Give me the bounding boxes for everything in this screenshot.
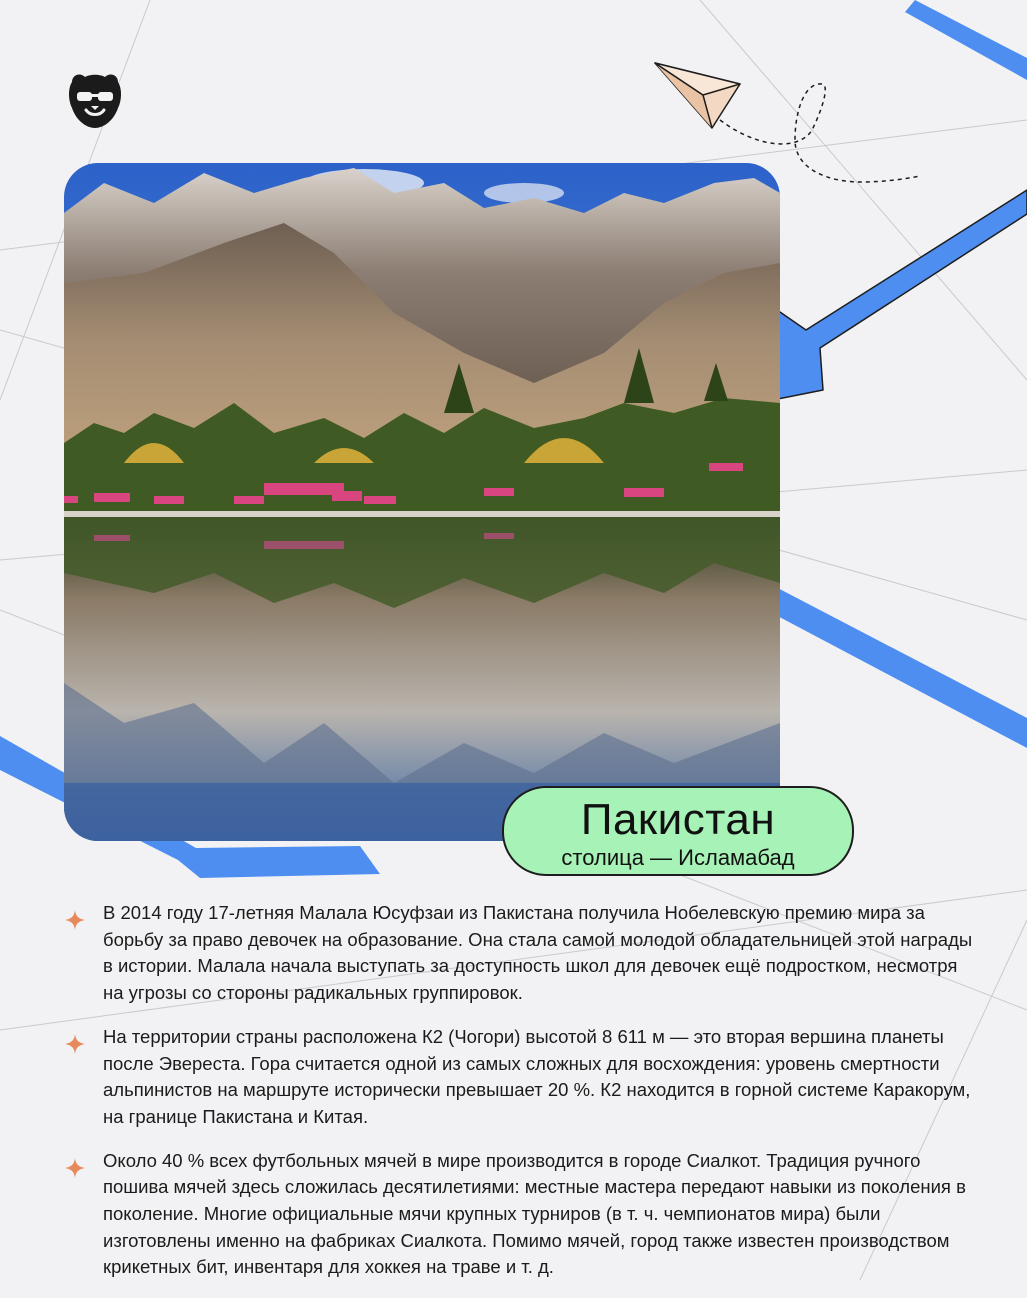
ribbon-top-right (905, 0, 1027, 80)
fact-text: На территории страны расположена К2 (Чогори) высотой 8 611 м — это вторая вершина планеты после Эвереста. Гора считается одной из самых сложных для восхождения: уровень смертности альпинистов на маршруте исторически превышает 20 %. К2 находится в горной системе Каракорум, на границе Пакистана и Китая. (103, 1025, 971, 1127)
fact-item (64, 1024, 974, 1131)
country-name: Пакистан (580, 795, 776, 844)
bear-glasses-logo-icon (64, 70, 126, 132)
facts-list (64, 900, 974, 1298)
fact-item (64, 900, 974, 1007)
country-tag (502, 786, 854, 876)
fact-text: В 2014 году 17-летняя Малала Юсуфзаи из Пакистана получила Нобелевскую премию мира за борьбу за право девочек на образование. Она стала самой молодой обладательницей этой награды в истории. Малала начала выступать за доступность школ для девочек ещё подростком, несмотря на угрозы со стороны радикальных группировок. (103, 902, 973, 1004)
sparkle-star-icon (64, 1033, 86, 1055)
capital-label: столица — Исламабад (561, 845, 795, 870)
fact-item (64, 1148, 974, 1282)
fact-text: Около 40 % всех футбольных мячей в мире производится в городе Сиалкот. Традиция ручного пошива мячей здесь сложилась десятилетиями: местные мастера передают навыки из поколения в поколение. Многие официальные мячи крупных турниров (в т. ч. чемпионатов мира) были изготовлены именно на фабриках Сиалкота. Помимо мячей, город также известен производством крикетных бит, инвентаря для хоккея на траве и т. д. (103, 1149, 966, 1278)
paper-plane-icon (655, 63, 740, 128)
sparkle-star-icon (64, 1157, 86, 1179)
mountain-lake-reflection-image (64, 163, 780, 841)
sparkle-star-icon (64, 909, 86, 931)
